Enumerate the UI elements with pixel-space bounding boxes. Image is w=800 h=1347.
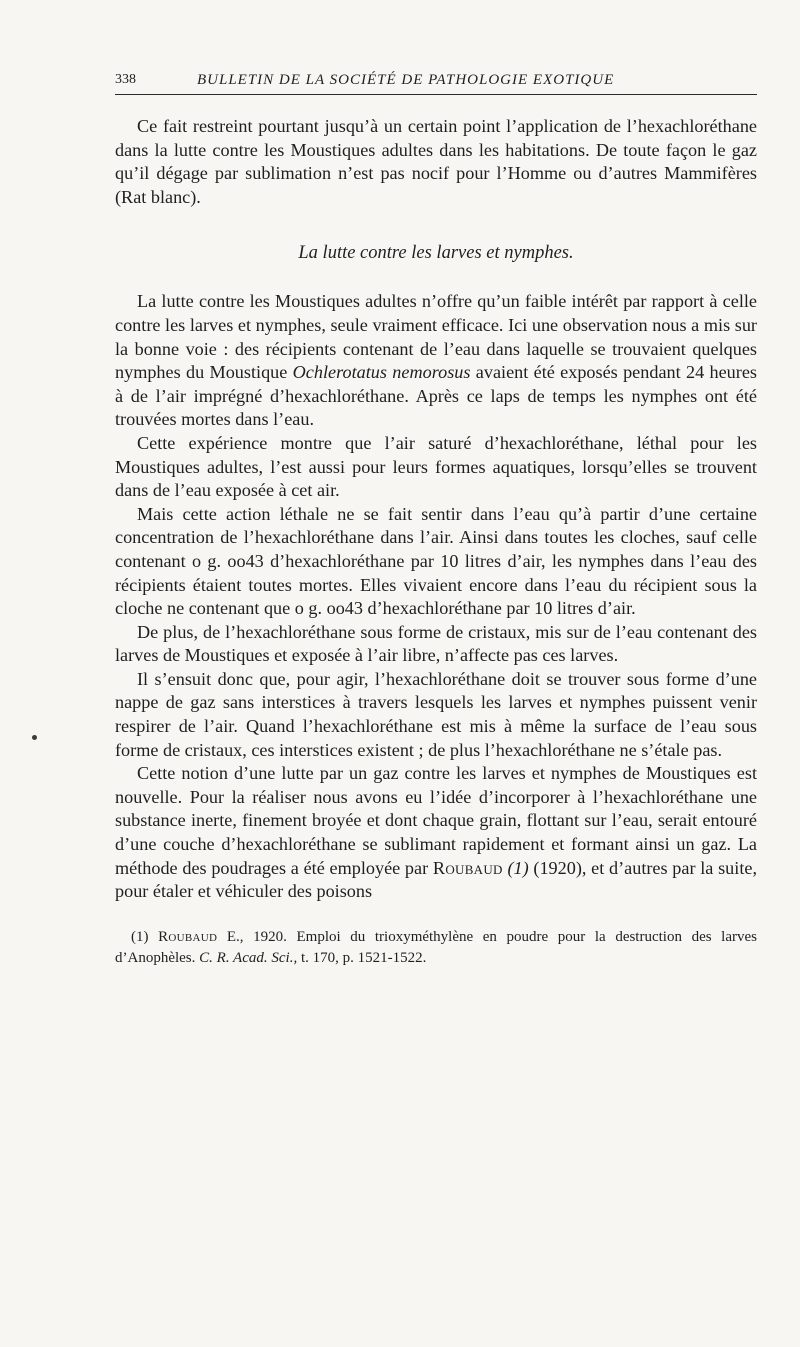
paragraph-gas-layer: Il s’ensuit donc que, pour agir, l’hexachloréthane doit se trouver sous forme d’une nappe de gaz sans interstices à travers lesquels les larves et nymphes puissent venir respirer de l’air. Quand l’hexachloréthane est mis à même la surface de l’eau sous forme de cristaux, ces interstices existent ; de plus l’hexachloréthane ne s’étale pas. <box>115 668 757 760</box>
running-head <box>115 66 757 95</box>
author-name: Roubaud <box>432 857 503 878</box>
paragraph-experiment: Cette expérience montre que l’air saturé d’hexachloréthane, léthal pour les Moustiques adultes, l’est aussi pour leurs formes aquatiques, lorsqu’elles se trouvent dans de l’eau exposée à cet air. <box>115 432 757 501</box>
intro-paragraph: Ce fait restreint pourtant jusqu’à un certain point l’application de l’hexachloréthane dans la lutte contre les Moustiques adultes dans les habitations. De toute façon le gaz qu’il dégage par sublimation n’est pas nocif pour l’Homme ou d’autres Mammifères (Rat blanc). <box>115 116 757 207</box>
paragraph-text: (1920), et d’autres par la suite, pour étaler et véhiculer des poisons <box>115 857 758 902</box>
paragraph-text: Cette notion d’une lutte par un gaz contre les larves et nymphes de Moustiques est nouvelle. Pour la réaliser nous avons eu l’idée d’incorporer à l’hexachloréthane une substance inerte, finement broyée et dont chaque grain, flottant sur l’eau, serait entouré d’une couche d’hexachloréthane se sublimant rapidement et formant ainsi un gaz. La méthode des poudrages a été employée par <box>115 763 757 878</box>
footnote-text: E., 1920. Emploi du trioxyméthylène en poudre pour la destruction des larves d’Anophèles. <box>115 928 757 966</box>
section-title: La lutte contre les larves et nymphes. <box>298 243 574 264</box>
paragraph-observation <box>115 290 757 432</box>
page <box>115 66 757 969</box>
footnote <box>115 927 757 969</box>
footnote-author: Roubaud <box>158 928 218 945</box>
article-body <box>115 115 757 904</box>
page-number: 338 <box>115 72 136 87</box>
footnote-reference: (1) <box>502 857 529 878</box>
footnote-marker: (1) <box>131 928 159 945</box>
paragraph-method <box>115 762 757 904</box>
footnote-journal: C. R. Acad. Sci., <box>199 949 298 966</box>
journal-title: BULLETIN DE LA SOCIÉTÉ DE PATHOLOGIE EXOTIQUE <box>197 72 615 88</box>
paragraph-concentration: Mais cette action léthale ne se fait sentir dans l’eau qu’à partir d’une certaine concentration de l’hexachloréthane dans l’air. Ainsi dans toutes les cloches, sauf celle contenant o g. oo43 d’hexachloréthane par 10 litres d’air, les nymphes dans l’eau des récipients étaient toutes mortes. Elles vivaient encore dans l’eau du récipient sous la cloche ne contenant que o g. oo43 d’hexachloréthane par 10 litres d’air. <box>115 503 757 619</box>
paragraph-crystals: De plus, de l’hexachloréthane sous forme de cristaux, mis sur de l’eau contenant des larves de Moustiques et exposée à l’air libre, n’affecte pas ces larves. <box>115 621 757 666</box>
species-name: Ochlerotatus nemorosus <box>292 362 471 383</box>
margin-speck <box>32 735 37 740</box>
footnote-text: t. 170, p. 1521-1522. <box>297 949 427 966</box>
paragraph-text: avaient été exposés pendant 24 heures à de l’air imprégné d’hexachloréthane. Après ce laps de temps les nymphes ont été trouvées mortes dans l’eau. <box>115 362 757 430</box>
paragraph-text: La lutte contre les Moustiques adultes n’offre qu’un faible intérêt par rapport à celle contre les larves et nymphes, seule vraiment efficace. Ici une observation nous a mis sur la bonne voie : des récipients contenant de l’eau dans laquelle se trouvaient quelques nymphes du Moustique <box>115 291 757 383</box>
